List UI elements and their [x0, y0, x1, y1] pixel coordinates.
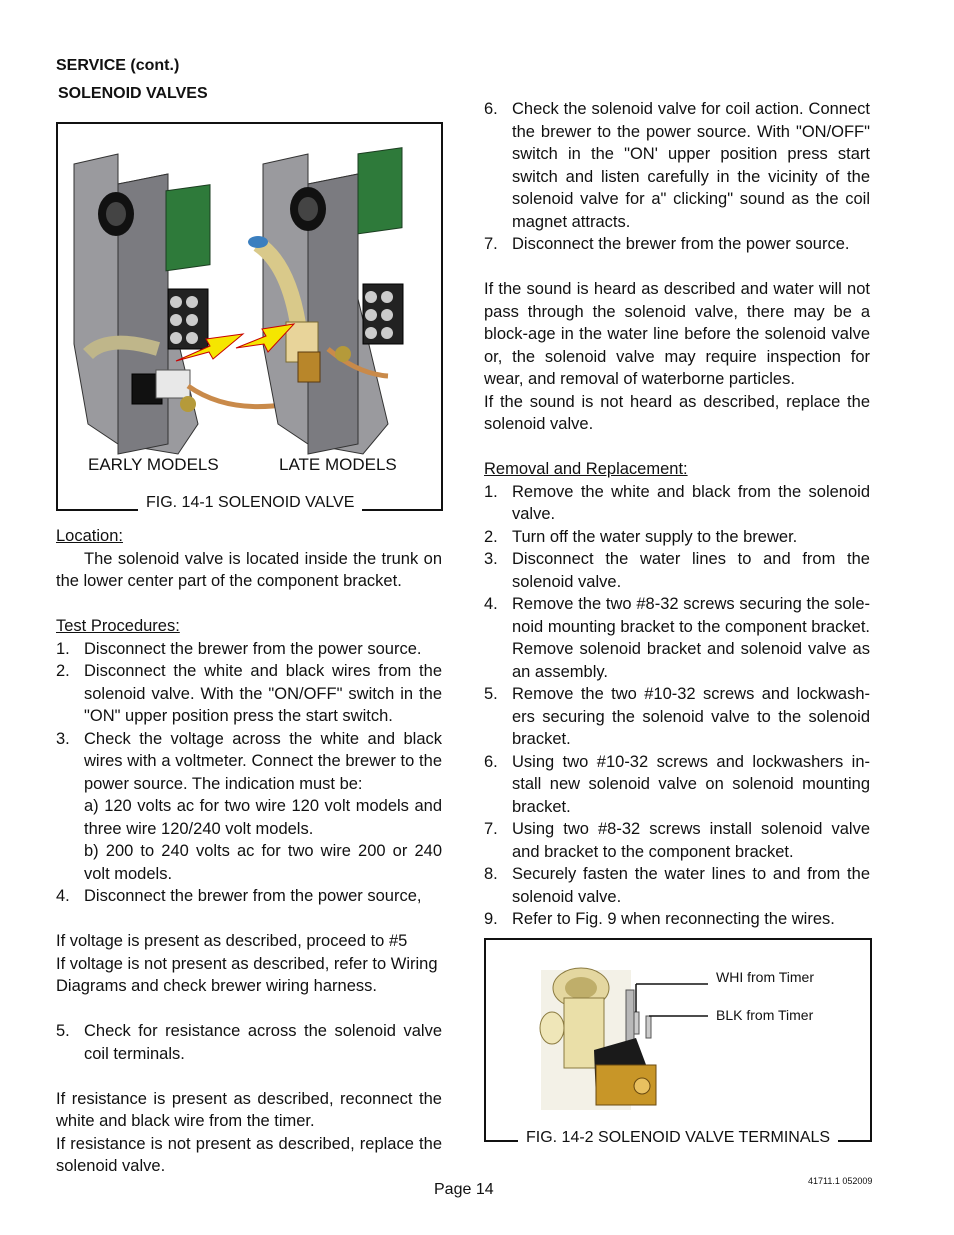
list-item: 5. Check for resistance across the solenoid valve coil terminals. [56, 1022, 442, 1063]
list-item: 6. Check the solenoid valve for coil action. Connect the brewer to the power source. With "ON/OFF" switch in the "ON' upper position press start switch and listen carefully in the vicinity of the solenoid valve for a" clicking" sound as the coil magnet attracts. [484, 100, 870, 231]
whi-from-timer-label: WHI from Timer [716, 969, 814, 985]
voltage-absent-text: If voltage is not present as described, refer to Wiring Diagrams and check brewer wiring harness. [56, 954, 438, 995]
fig-14-2-caption: FIG. 14-2 SOLENOID VALVE TERMINALS [518, 1129, 838, 1147]
list-item: 3. Disconnect the water lines to and from the solenoid valve. [484, 550, 870, 591]
list-item: 1. Remove the white and black from the solenoid valve. [484, 482, 870, 523]
list-item: a) 120 volts ac for two wire 120 volt models and three wire 120/240 volt models. [84, 797, 442, 838]
list-item: 2. Disconnect the white and black wires from the solenoid valve. With the "ON/OFF" switch in the "ON" upper position press the start switch. [56, 662, 442, 725]
location-text: The solenoid valve is located inside the trunk on the lower center part of the component bracket. [56, 549, 442, 590]
list-item: b) 200 to 240 volts ac for two wire 200 or 240 volt models. [84, 842, 442, 883]
document-code: 41711.1 052009 [808, 1176, 873, 1186]
late-models-label: LATE MODELS [279, 455, 397, 474]
list-item: 1. Disconnect the brewer from the power source. [56, 639, 422, 658]
list-item: 6. Using two #10-32 screws and lockwashers in-stall new solenoid valve on solenoid mounting bracket. [484, 752, 870, 816]
right-column [484, 98, 870, 931]
resistance-present-text: If resistance is present as described, reconnect the white and black wire from the timer. [56, 1089, 442, 1130]
list-item: 3. Check the voltage across the white and black wires with a voltmeter. Connect the brewer to the power source. The indication must be: [56, 729, 442, 793]
list-item: 4. Remove the two #8-32 screws securing the sole-noid mounting bracket to the component bracket. Remove solenoid bracket and solenoid valve as an assembly. [484, 595, 870, 681]
list-item: 7. Disconnect the brewer from the power source. [484, 235, 850, 253]
early-models-label: EARLY MODELS [88, 455, 219, 474]
blk-from-timer-label: BLK from Timer [716, 1007, 814, 1023]
fig-14-1-caption: FIG. 14-1 SOLENOID VALVE [138, 494, 362, 512]
sound-not-heard-text: If the sound is not heard as described, replace the solenoid valve. [484, 392, 870, 433]
voltage-present-text: If voltage is present as described, proceed to #5 [56, 932, 408, 950]
list-item: 9. Refer to Fig. 9 when reconnecting the wires. [484, 910, 835, 928]
list-item: 7. Using two #8-32 screws install solenoid valve and bracket to the component bracket. [484, 820, 870, 861]
list-item: 5. Remove the two #10-32 screws and lockwash-ers securing the solenoid valve to the solenoid bracket. [484, 685, 870, 748]
location-heading: Location: [56, 527, 123, 545]
page-number: Page 14 [434, 1181, 494, 1198]
fig-14-1-box [56, 122, 443, 511]
resistance-absent-text: If resistance is not present as described, replace the solenoid valve. [56, 1134, 442, 1175]
list-item: 4. Disconnect the brewer from the power source, [56, 887, 422, 905]
left-column [56, 525, 442, 1178]
sound-heard-text: If the sound is heard as described and water will not pass through the solenoid valve, there may be a block-age in the water line before the solenoid valve or, the solenoid valve may require inspection for wear, and removal of waterborne particles. [484, 280, 870, 388]
list-item: 2. Turn off the water supply to the brewer. [484, 527, 798, 546]
test-procedures-heading: Test Procedures: [56, 617, 180, 635]
service-heading: SERVICE (cont.) [56, 57, 180, 74]
section-title: SOLENOID VALVES [58, 85, 208, 102]
list-item: 8. Securely fasten the water lines to and from the solenoid valve. [484, 865, 870, 906]
removal-heading: Removal and Replacement: [484, 460, 688, 478]
solenoid-valve-illustration [58, 124, 441, 509]
